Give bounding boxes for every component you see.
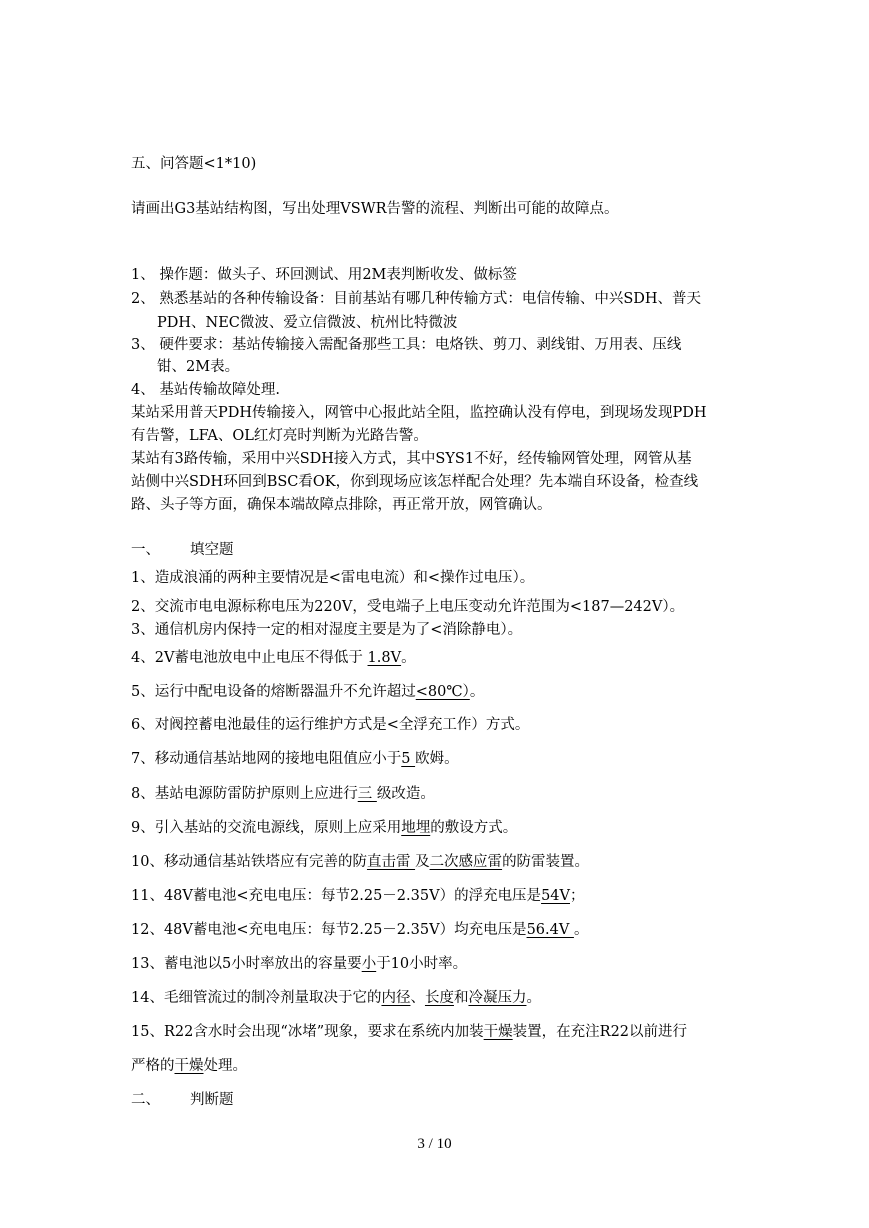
- case-1-line1: 某站采用普天PDH传输接入，网管中心报此站全阻，监控确认没有停电，到现场发现PDH: [131, 405, 707, 421]
- q9-text: 9、引入基站的交流电源线，原则上应采用: [131, 820, 402, 836]
- fill-question-9: [131, 818, 517, 838]
- fill-question-15-line2: [131, 1056, 247, 1076]
- q9-answer: 地埋: [401, 820, 431, 836]
- section-5-heading: 五、问答题<1*10): [131, 156, 257, 172]
- q15-answer-2: 干燥: [174, 1058, 204, 1074]
- q13-answer: 小: [361, 956, 377, 972]
- fill-question-1: 1、造成浪涌的两种主要情况是<雷电电流）和<操作过电压）。: [131, 570, 535, 586]
- fill-question-7: [131, 749, 459, 769]
- section-2-title: 判断题: [190, 1092, 234, 1108]
- section-2-heading: [131, 1090, 234, 1110]
- q4-answer: 1.8V: [367, 650, 402, 666]
- section-2-number: 二、: [131, 1092, 160, 1108]
- section-1-heading: [131, 540, 234, 560]
- q5-answer: <80℃）: [415, 684, 470, 700]
- fill-question-2: 2、交流市电电源标称电压为220V，受电端子上电压变动允许范围为<187—242V）。: [131, 599, 685, 615]
- q14-end: 。: [526, 990, 541, 1006]
- fill-question-13: [131, 954, 467, 974]
- q15-end: 处理。: [203, 1058, 247, 1074]
- q4-end: 。: [401, 650, 416, 666]
- ops-item-4: 4、 基站传输故障处理.: [131, 382, 280, 398]
- case-1-line2: 有告警，LFA、OL红灯亮时判断为光路告警。: [131, 428, 428, 444]
- q15-text-cont: 装置，在充注R22以前进行: [512, 1024, 688, 1040]
- q15-line2-text: 严格的: [131, 1058, 175, 1074]
- q11-end: ；: [570, 888, 585, 904]
- q14-answer-2: 长度: [424, 990, 454, 1006]
- essay-question: 请画出G3基站结构图，写出处理VSWR告警的流程、判断出可能的故障点。: [131, 201, 619, 217]
- section-1-number: 一、: [131, 542, 160, 558]
- q9-end: 的敷设方式。: [430, 820, 518, 836]
- q13-text: 13、蓄电池以5小时率放出的容量要: [131, 956, 362, 972]
- q10-answer-1: 直击雷: [366, 854, 416, 870]
- q14-answer-3: 冷凝压力: [468, 990, 527, 1006]
- q14-answer-1: 内径: [381, 990, 411, 1006]
- q5-text: 5、运行中配电设备的熔断器温升不允许超过: [131, 684, 416, 700]
- case-2-line3: 路、头子等方面，确保本端故障点排除，再正常开放，网管确认。: [131, 497, 552, 513]
- q5-end: 。: [469, 684, 485, 700]
- fill-question-12: [131, 920, 588, 940]
- ops-item-3-line2: 钳、2M表。: [157, 359, 240, 375]
- q7-text: 7、移动通信基站地网的接地电阻值应小于: [131, 751, 402, 767]
- q13-end: 于10小时率。: [376, 956, 468, 972]
- q15-answer-1: 干燥: [483, 1024, 513, 1040]
- q10-end: 的防雷装置。: [502, 854, 590, 870]
- q8-text: 8、基站电源防雷防护原则上应进行: [131, 786, 358, 802]
- case-2-line1: 某站有3路传输，采用中兴SDH接入方式，其中SYS1不好，经传输网管处理，网管从基: [131, 451, 692, 467]
- fill-question-14: [131, 988, 541, 1008]
- q10-and: 及: [415, 854, 430, 870]
- fill-question-8: [131, 784, 435, 804]
- fill-question-5: [131, 682, 484, 702]
- fill-question-10: [131, 852, 589, 872]
- fill-question-3: 3、通信机房内保持一定的相对湿度主要是为了<消除静电）。: [131, 622, 523, 638]
- ops-item-2-line1: 2、 熟悉基站的各种传输设备：目前基站有哪几种传输方式：电信传输、中兴SDH、普天: [131, 291, 702, 307]
- q11-answer: 54V: [541, 888, 570, 904]
- q4-text: 4、2V蓄电池放电中止电压不得低于: [131, 650, 368, 666]
- q14-sep-1: 、: [410, 990, 425, 1006]
- fill-question-4: [131, 648, 416, 668]
- ops-item-3-line1: 3、 硬件要求：基站传输接入需配备那些工具：电烙铁、剪刀、剥线钳、万用表、压线: [131, 337, 682, 353]
- q10-answer-2: 二次感应雷: [429, 854, 503, 870]
- ops-item-2-line2: PDH、NEC微波、爱立信微波、杭州比特微波: [157, 315, 458, 331]
- q14-sep-2: 和: [453, 990, 469, 1006]
- q14-text: 14、毛细管流过的制冷剂量取决于它的: [131, 990, 382, 1006]
- q15-text: 15、R22含水时会出现“冰堵”现象，要求在系统内加装: [131, 1024, 484, 1040]
- q7-answer: 5: [401, 751, 416, 767]
- fill-question-11: [131, 886, 585, 906]
- section-1-title: 填空题: [190, 542, 234, 558]
- q12-end: 。: [573, 922, 589, 938]
- q10-text: 10、移动通信基站铁塔应有完善的防: [131, 854, 367, 870]
- fill-question-15-line1: [131, 1022, 687, 1042]
- q7-end: 欧姆。: [415, 751, 459, 767]
- ops-item-1: 1、 操作题：做头子、环回测试、用2M表判断收发、做标签: [131, 267, 517, 283]
- q12-answer: 56.4V: [526, 922, 574, 938]
- page-number: 3 / 10: [417, 1136, 452, 1152]
- q8-answer: 三: [357, 786, 377, 802]
- fill-question-6: 6、对阀控蓄电池最佳的运行维护方式是<全浮充工作）方式。: [131, 717, 530, 733]
- case-2-line2: 站侧中兴SDH环回到BSC看OK，你到现场应该怎样配合处理？先本端自环设备，检查线: [131, 474, 699, 490]
- q8-end: 级改造。: [376, 786, 435, 802]
- q11-text: 11、48V蓄电池<充电电压：每节2.25－2.35V）的浮充电压是: [131, 888, 542, 904]
- q12-text: 12、48V蓄电池<充电电压：每节2.25－2.35V）均充电压是: [131, 922, 527, 938]
